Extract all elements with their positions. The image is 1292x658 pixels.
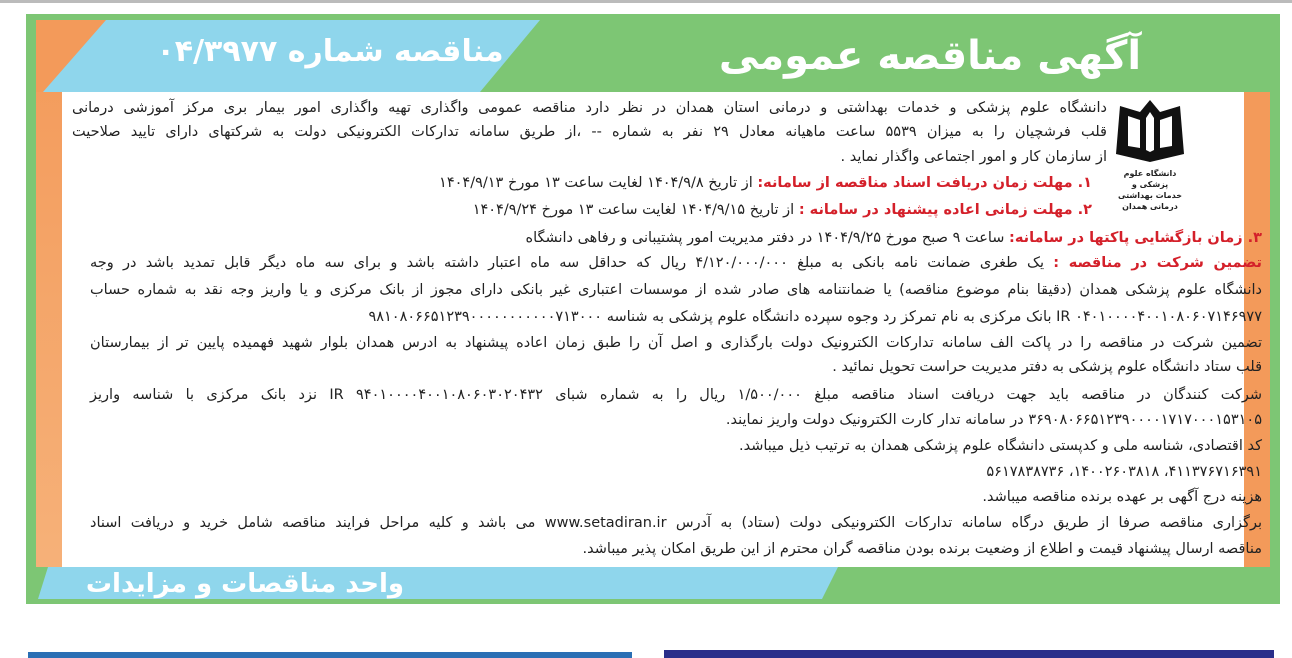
deadline-submit-label: ۲. مهلت زمانی اعاده پیشنهاد در سامانه : <box>798 202 1092 218</box>
body-line: کد اقتصادی، شناسه ملی و کدپستی دانشگاه علوم پزشکی همدان به ترتیب ذیل میباشد. <box>739 438 1262 454</box>
body-line: قلب ستاد دانشگاه علوم پزشکی به دفتر مدیریت حراست تحویل نمائید . <box>832 359 1262 375</box>
next-ad-bar-left <box>28 652 632 658</box>
body-line: IR ۰۴۰۱۰۰۰۰۴۰۰۱۰۸۰۶۰۷۱۴۶۹۷۷ بانک مرکزی به نام تمرکز رد وجوه سپرده دانشگاه علوم پزشکی به شناسه ۹۸۱۰۸۰۶۶۵۱۲۳۹۰۰۰۰۰۰۰۰۰۰۰۷۱۳۰۰۰ <box>368 309 1262 325</box>
deadline-download-text: از تاریخ ۱۴۰۴/۹/۸ لغایت ساعت ۱۳ مورخ ۱۴۰۴/۹/۱۳ <box>439 175 758 191</box>
body-line: تضمین شرکت در مناقصه را در پاکت الف سامانه تدارکات الکترونیک دولت بارگذاری و اصل آن را طبق زمان اعاده پیشنهاد به ادرس همدان بلوار شهید فهمیده پایین تر از بیمارستان <box>90 335 1262 351</box>
body-line: ۳۶۹۰۸۰۶۶۵۱۲۳۹۰۰۰۰۱۷۱۷۰۰۰۱۵۳۱۰۵ در سامانه تدار کارت الکترونیک دولت واریز نمایند. <box>725 412 1262 428</box>
tender-number: مناقصه شماره ۰۴/۳۹۷۷ <box>156 34 504 69</box>
logo-icon <box>1110 98 1190 164</box>
opening-time-text: ساعت ۹ صبح مورخ ۱۴۰۴/۹/۲۵ در دفتر مدیریت امور پشتیبانی و رفاهی دانشگاه <box>525 230 1010 246</box>
logo-line-2: خدمات بهداشتی درمانی همدان <box>1117 191 1183 211</box>
deadline-download <box>439 172 1092 194</box>
body-line: شرکت کنندگان در مناقصه باید جهت دریافت اسناد مناقصه مبلغ ۱/۵۰۰/۰۰۰ ریال را به شماره شبای IR ۹۴۰۱۰۰۰۰۴۰۰۱۰۸۰۶۰۳۰۲۰۴۳۲ نزد بانک مرکزی با شناسه واریز <box>90 387 1263 403</box>
body-line: برگزاری مناقصه صرفا از طریق درگاه سامانه تدارکات الکترونیکی دولت (ستاد) به آدرس www.setadiran.ir می باشد و کلیه مراحل فرایند مناقصه شامل خرید و دریافت اسناد <box>90 515 1263 531</box>
body-line: دانشگاه علوم پزشکی همدان (دقیقا بنام موضوع مناقصه) یا ضمانتنامه های صادر شده از موسسات اعتباری غیر بانکی دارای مجوز از بانک مرکزی و یا واریز وجه نقد به شماره حساب <box>90 282 1262 298</box>
body-line: هزینه درج آگهی بر عهده برنده مناقصه میباشد. <box>982 489 1262 505</box>
id-numbers: ۴۱۱۳۷۶۷۱۶۳۹۱، ۱۴۰۰۲۶۰۳۸۱۸، ۵۶۱۷۸۳۸۷۳۶ <box>986 464 1262 480</box>
guarantee <box>90 252 1262 274</box>
deadline-download-label: ۱. مهلت زمان دریافت اسناد مناقصه از سامانه: <box>757 175 1092 191</box>
intro-line-1: دانشگاه علوم پزشکی و خدمات بهداشتی و درمانی استان همدان در نظر دارد مناقصه عمومی واگذاری تهیه واگذاری امور بیمار بری مرکز آموزشی درمانی <box>72 100 1107 116</box>
left-stripe <box>36 20 62 595</box>
deadline-submit-text: از تاریخ ۱۴۰۴/۹/۱۵ لغایت ساعت ۱۳ مورخ ۱۴۰۴/۹/۲۴ <box>472 202 799 218</box>
deadline-submit <box>473 199 1092 221</box>
opening-time-label: ۳. زمان بازگشایی پاکتها در سامانه: <box>1009 230 1262 246</box>
footer-unit-name: واحد مناقصات و مزایدات <box>85 569 405 599</box>
body-line: مناقصه ارسال پیشنهاد قیمت و اطلاع از وضعیت برنده بودن مناقصه گران محترم از این طریق امکان پذیر میباشد. <box>582 541 1262 557</box>
page-title: آگهی مناقصه عمومی <box>718 33 1142 79</box>
logo-line-1: دانشگاه علوم پزشکی و <box>1123 169 1177 189</box>
top-rule <box>0 0 1292 3</box>
intro-line-2: قلب فرشچیان را به میزان ۵۵۳۹ ساعت ماهیانه معادل ۲۹ نفر به شماره -- ،از طریق سامانه تدارکات الکترونیکی دولت به شرکتهای دارای تایید صلاحیت <box>72 124 1107 140</box>
guarantee-label: تضمین شرکت در مناقصه : <box>1053 255 1262 271</box>
guarantee-text: یک طغری ضمانت نامه بانکی به مبلغ ۴/۱۲۰/۰۰۰/۰۰۰ ریال که حداقل سه ماه اعتبار داشته باشد و برای سه ماه دیگر قابل تمدید باشد در وجه <box>90 255 1054 271</box>
opening-time <box>525 227 1262 249</box>
university-logo <box>1108 98 1192 211</box>
next-ad-bar-right <box>664 650 1274 658</box>
intro-line-3: از سازمان کار و امور اجتماعی واگذار نماید . <box>840 149 1107 165</box>
